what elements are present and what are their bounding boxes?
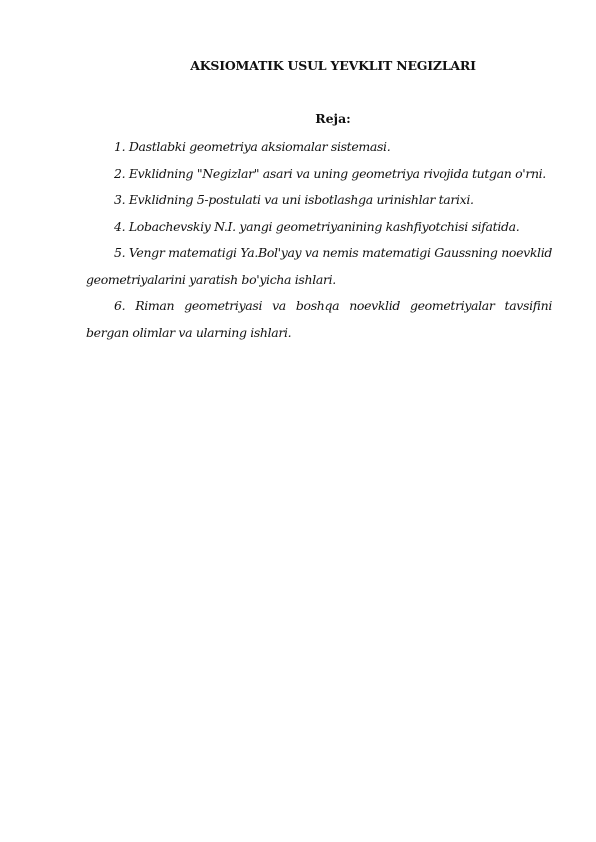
document-title: AKSIOMATIK USUL YEVKLIT NEGIZLARI xyxy=(190,58,476,73)
plan-heading: Reja: xyxy=(315,111,351,126)
plan-item: 4. Lobachevskiy N.I. yangi geometriyanining kashfiyotchisi sifatida. xyxy=(114,218,520,234)
plan-item: 5. Vengr matematigi Ya.Bol'yay va nemis matematigi Gaussning noevklid geometriyalarini yaratish bo'yicha ishlari. xyxy=(86,245,552,287)
plan-item: 3. Evklidning 5-postulati va uni isbotlashga urinishlar tarixi. xyxy=(114,192,474,207)
plan-item: 6. Riman geometriyasi va boshqa noevklid geometriyalar tavsifini bergan olimlar va ularning ishlari. xyxy=(86,298,552,340)
plan-item: 2. Evklidning "Negizlar" asari va uning geometriya rivojida tutgan o'rni. xyxy=(114,165,546,181)
plan-item: 1. Dastlabki geometriya aksiomalar sistemasi. xyxy=(114,139,391,154)
plan-list xyxy=(86,134,552,346)
